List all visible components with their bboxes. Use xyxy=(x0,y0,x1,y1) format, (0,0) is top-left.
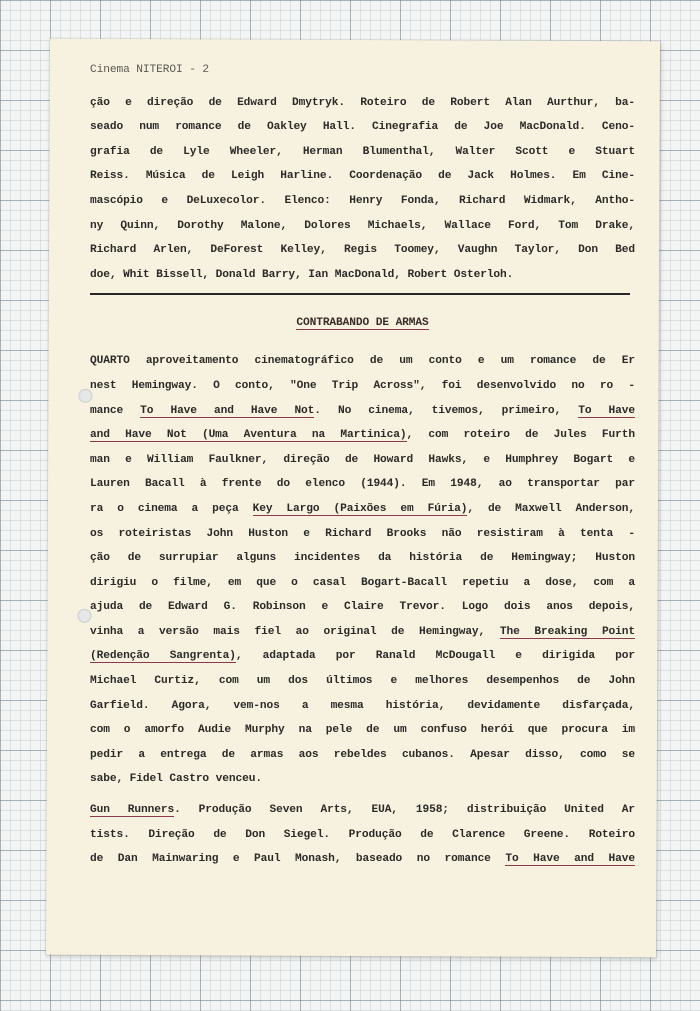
article-line: nest Hemingway. O conto, "One Trip Across", foi desenvolvido no ro - xyxy=(90,379,635,392)
article-line: mance To Have and Have Not. No cinema, tivemos, primeiro, To Have xyxy=(90,404,635,417)
film-title: To Have and Have Not xyxy=(140,404,315,417)
article-line: (Redenção Sangrenta), adaptada por Ranald McDougall e dirigida por xyxy=(90,650,635,663)
article-line: Lauren Bacall à frente do elenco (1944). Em 1948, ao transportar par xyxy=(90,478,635,491)
intro-line: ny Quinn, Dorothy Malone, Dolores Michaels, Wallace Ford, Tom Drake, xyxy=(90,219,635,232)
article-line: os roteiristas John Huston e Richard Brooks não resistiram à tenta - xyxy=(90,527,635,540)
article-line: dirigiu o filme, em que o casal Bogart-Bacall repetiu a dose, com a xyxy=(90,576,635,589)
section-title: CONTRABANDO DE ARMAS xyxy=(296,317,429,330)
film-title: Key Largo (Paixões em Fúria) xyxy=(252,502,468,515)
film-title: and Have Not (Uma Aventura na Martinica) xyxy=(90,429,407,442)
film-title: The Breaking Point xyxy=(499,625,636,638)
intro-line: mascópio e DeLuxecolor. Elenco: Henry Fonda, Richard Widmark, Antho- xyxy=(90,194,635,207)
intro-line: ção e direção de Edward Dmytryk. Roteiro de Robert Alan Aurthur, ba- xyxy=(90,96,635,109)
page-text xyxy=(90,58,635,872)
film-title: Gun Runners xyxy=(90,804,175,817)
intro-line: seado num romance de Oakley Hall. Cinegrafia de Joe MacDonald. Ceno- xyxy=(90,121,635,134)
credits-line: tists. Direção de Don Siegel. Produção de Clarence Greene. Roteiro xyxy=(90,828,635,841)
article-line: QUARTO aproveitamento cinematográfico de um conto e um romance de Er xyxy=(90,355,635,368)
article-line: ajuda de Edward G. Robinson e Claire Trevor. Logo dois anos depois, xyxy=(90,601,635,614)
film-title: (Redenção Sangrenta) xyxy=(90,650,236,663)
article-line: ção de surrupiar alguns incidentes da história de Hemingway; Huston xyxy=(90,552,635,565)
article-line: Garfield. Agora, vem-nos a mesma história, devidamente disfarçada, xyxy=(90,699,635,712)
article-line: com o amorfo Audie Murphy na pele de um confuso herói que procura im xyxy=(90,724,635,737)
article-line: man e William Faulkner, direção de Howard Hawks, e Humphrey Bogart e xyxy=(90,453,635,466)
intro-line: Reiss. Música de Leigh Harline. Coordenação de Jack Holmes. Em Cine- xyxy=(90,170,635,183)
intro-line: doe, Whit Bissell, Donald Barry, Ian MacDonald, Robert Osterloh. xyxy=(90,268,514,281)
film-title: To Have and Have xyxy=(505,853,635,866)
intro-line: grafia de Lyle Wheeler, Herman Blumenthal, Walter Scott e Stuart xyxy=(90,145,635,158)
article-line: and Have Not (Uma Aventura na Martinica), com roteiro de Jules Furth xyxy=(90,429,635,442)
article-line: sabe, Fidel Castro venceu. xyxy=(90,773,262,786)
credits-line: de Dan Mainwaring e Paul Monash, baseado no romance To Have and Have xyxy=(90,853,635,866)
credits-line: Gun Runners. Produção Seven Arts, EUA, 1958; distribuição United Ar xyxy=(90,804,635,817)
page-header: Cinema NITEROI - 2 xyxy=(90,64,210,76)
article-line: pedir a entrega de armas aos rebeldes cubanos. Apesar disso, como se xyxy=(90,748,635,761)
article-line: Michael Curtiz, com um dos últimos e melhores desempenhos de John xyxy=(90,675,635,688)
film-title: To Have xyxy=(578,404,635,417)
article-line: vinha a versão mais fiel ao original de Hemingway, The Breaking Point xyxy=(90,625,636,638)
article-line: ra o cinema a peça Key Largo (Paixões em Fúria), de Maxwell Anderson, xyxy=(90,502,635,515)
divider-rule xyxy=(90,293,630,295)
intro-line: Richard Arlen, DeForest Kelley, Regis Toomey, Vaughn Taylor, Don Bed xyxy=(90,244,635,257)
